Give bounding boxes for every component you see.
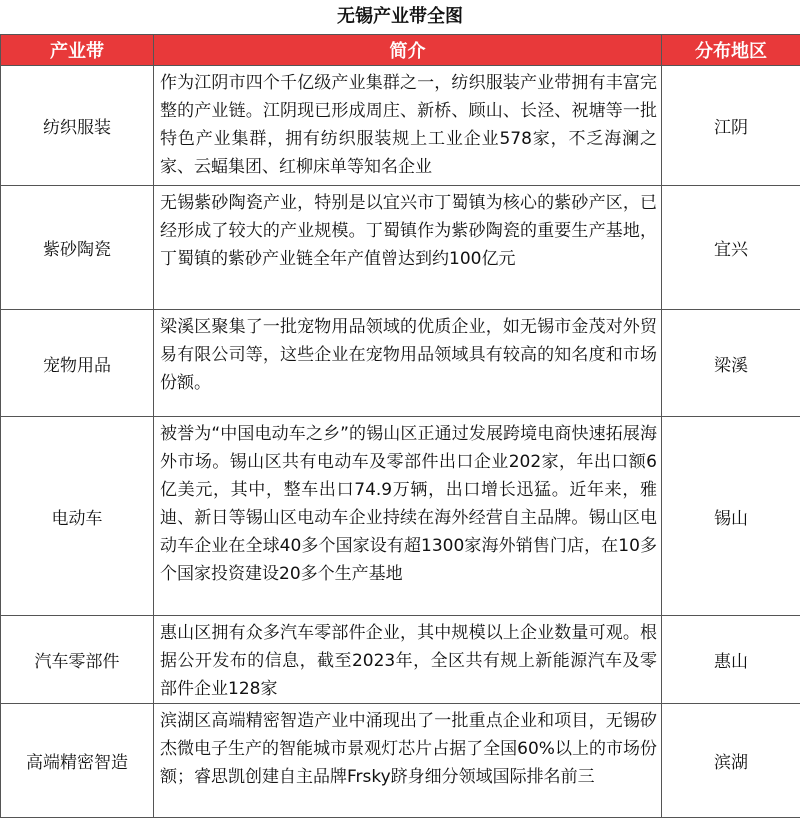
row-description: 滨湖区高端精密智造产业中涌现出了一批重点企业和项目，无锡矽杰微电子生产的智能城市景观灯芯片占据了全国60%以上的市场份额；睿思凯创建自主品牌Frsky跻身细分领域国际排名前三	[154, 704, 662, 818]
row-region: 惠山	[662, 616, 800, 704]
row-category: 宠物用品	[1, 310, 154, 417]
table-header-row	[1, 35, 800, 66]
row-description: 被誉为“中国电动车之乡”的锡山区正通过发展跨境电商快速拓展海外市场。锡山区共有电动车及零部件出口企业202家，年出口额6亿美元，其中，整车出口74.9万辆，出口增长迅猛。近年来，雅迪、新日等锡山区电动车企业持续在海外经营自主品牌。锡山区电动车企业在全球40多个国家设有超1300家海外销售门店，在10多个国家投资建设20多个生产基地	[154, 417, 662, 616]
row-region: 锡山	[662, 417, 800, 616]
page-title: 无锡产业带全图	[0, 0, 800, 34]
header-description: 简介	[154, 35, 662, 66]
row-description: 无锡紫砂陶瓷产业，特别是以宜兴市丁蜀镇为核心的紫砂产区，已经形成了较大的产业规模。丁蜀镇作为紫砂陶瓷的重要生产基地，丁蜀镇的紫砂产业链全年产值曾达到约100亿元	[154, 186, 662, 310]
row-region: 宜兴	[662, 186, 800, 310]
row-description: 梁溪区聚集了一批宠物用品领域的优质企业，如无锡市金茂对外贸易有限公司等，这些企业在宠物用品领域具有较高的知名度和市场份额。	[154, 310, 662, 417]
row-description: 作为江阴市四个千亿级产业集群之一，纺织服装产业带拥有丰富完整的产业链。江阴现已形成周庄、新桥、顾山、长泾、祝塘等一批特色产业集群，拥有纺织服装规上工业企业578家，不乏海澜之家、云蝠集团、红柳床单等知名企业	[154, 66, 662, 186]
row-category: 紫砂陶瓷	[1, 186, 154, 310]
table-row	[1, 66, 800, 186]
header-category: 产业带	[1, 35, 154, 66]
table-row	[1, 310, 800, 417]
table-row	[1, 186, 800, 310]
row-region: 梁溪	[662, 310, 800, 417]
row-category: 高端精密智造	[1, 704, 154, 818]
row-region: 江阴	[662, 66, 800, 186]
row-region: 滨湖	[662, 704, 800, 818]
row-description: 惠山区拥有众多汽车零部件企业，其中规模以上企业数量可观。根据公开发布的信息，截至2023年，全区共有规上新能源汽车及零部件企业128家	[154, 616, 662, 704]
row-category: 纺织服装	[1, 66, 154, 186]
row-category: 汽车零部件	[1, 616, 154, 704]
industry-table	[0, 34, 800, 818]
row-category: 电动车	[1, 417, 154, 616]
table-row	[1, 704, 800, 818]
table-row	[1, 417, 800, 616]
table-row	[1, 616, 800, 704]
header-region: 分布地区	[662, 35, 800, 66]
